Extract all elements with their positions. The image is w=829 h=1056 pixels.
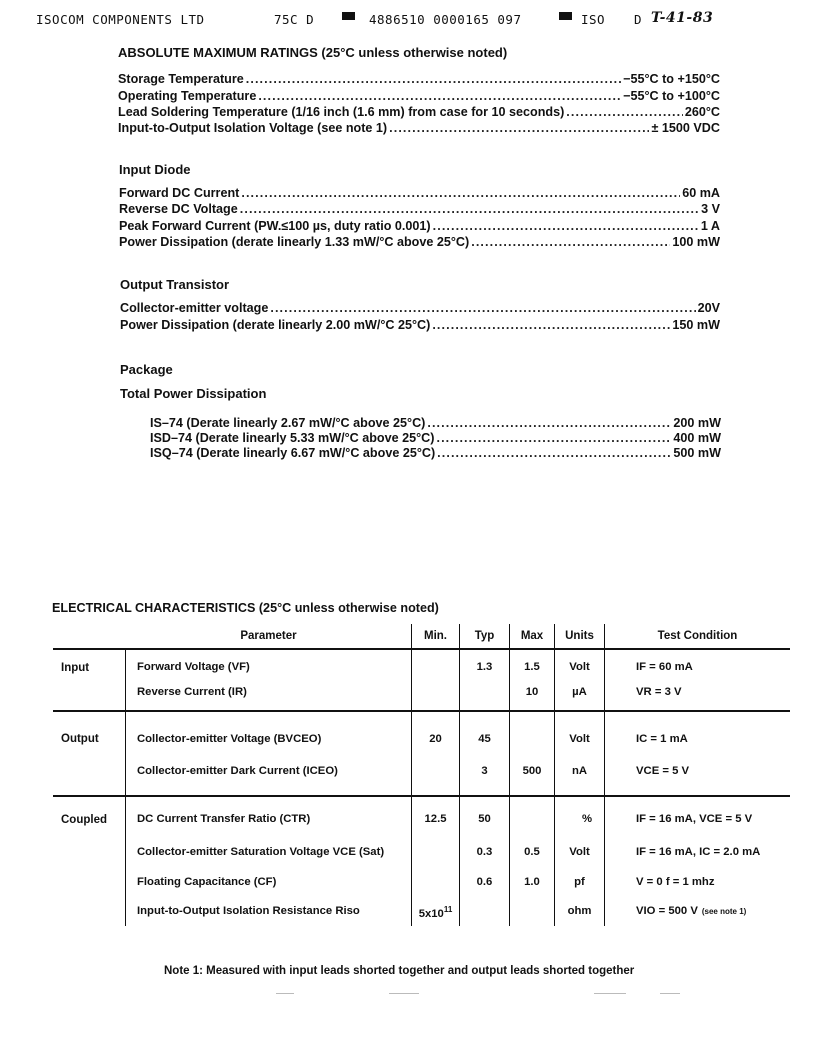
cell-units: Volt	[569, 733, 590, 745]
group-input: Input	[61, 662, 90, 674]
scan-mark	[594, 993, 626, 994]
header-min: Min.	[424, 630, 447, 642]
cell-param: Forward Voltage (VF)	[137, 661, 250, 673]
output-transistor-title: Output Transistor	[120, 277, 230, 292]
input-diode-row: Power Dissipation (derate linearly 1.33 mW/°C above 25°C) ..... 100 mW	[119, 235, 720, 249]
input-diode-row: Reverse DC Voltage ..... 3 V	[119, 202, 720, 216]
cell-typ: 50	[478, 813, 491, 825]
header-typ: Typ	[474, 630, 495, 642]
cell-param: Collector-emitter Saturation Voltage VCE (Sat)	[137, 846, 385, 858]
cell-param: Reverse Current (IR)	[137, 686, 247, 698]
cell-units: µA	[572, 686, 587, 698]
abs-max-row: Storage Temperature ..... −55°C to +150°C	[118, 72, 720, 86]
cell-cond: V = 0 f = 1 mhz	[636, 876, 715, 888]
cell-param: Collector-emitter Voltage (BVCEO)	[137, 733, 322, 745]
cell-param: Collector-emitter Dark Current (ICEO)	[137, 765, 338, 777]
cell-units: Volt	[569, 846, 590, 858]
exponent: 11	[443, 905, 453, 914]
cell-units: Volt	[569, 661, 590, 673]
table-rule	[604, 624, 605, 926]
header-max: Max	[520, 630, 544, 642]
cell-min: 20	[429, 733, 442, 745]
table-rule	[53, 795, 790, 797]
header-units: Units	[565, 630, 594, 642]
cell-typ: 0.3	[476, 846, 493, 858]
scan-mark	[660, 993, 680, 994]
cell-param: Input-to-Output Isolation Resistance Riso	[137, 905, 360, 917]
cell-min: 12.5	[424, 813, 447, 825]
abs-max-row: Input-to-Output Isolation Voltage (see note 1) ..... ± 1500 VDC	[118, 121, 720, 135]
table-rule	[53, 648, 790, 650]
scan-mark	[276, 993, 294, 994]
cell-min: $5x10^{11}$	[418, 905, 453, 920]
header-test-condition: Test Condition	[657, 630, 738, 642]
input-diode-title: Input Diode	[119, 162, 191, 177]
electrical-title: ELECTRICAL CHARACTERISTICS (25°C unless otherwise noted)	[52, 601, 439, 615]
group-coupled: Coupled	[61, 814, 107, 826]
cell-cond: IF = 16 mA, IC = 2.0 mA	[636, 846, 761, 858]
doc-code: 75C D	[274, 12, 315, 27]
output-transistor-row: Collector-emitter voltage ..... 20V	[120, 301, 720, 315]
input-diode-row: Peak Forward Current (PW.≤100 µs, duty ratio 0.001) ..... 1 A	[119, 219, 720, 233]
handwritten-ref: T-41-83	[651, 10, 714, 26]
cell-cond: IF = 60 mA	[636, 661, 693, 673]
cell-cond: VR = 3 V	[636, 686, 682, 698]
cell-units: nA	[571, 765, 588, 777]
doc-code-d: D	[634, 12, 643, 27]
cell-param: Floating Capacitance (CF)	[137, 876, 277, 888]
table-rule	[411, 624, 412, 926]
table-rule	[53, 710, 790, 712]
cell-max: 500	[522, 765, 542, 777]
package-row: IS–74 (Derate linearly 2.67 mW/°C above 25°C) ..... 200 mW	[150, 416, 721, 430]
output-transistor-row: Power Dissipation (derate linearly 2.00 mW/°C 25°C) ..... 150 mW	[120, 318, 720, 332]
company-name: ISOCOM COMPONENTS LTD	[36, 12, 205, 27]
scan-mark	[389, 993, 419, 994]
package-title: Package	[120, 362, 173, 377]
cell-typ: 3	[481, 765, 488, 777]
cell-cond: IC = 1 mA	[636, 733, 688, 745]
cond-note: (see note 1)	[701, 907, 747, 916]
cell-max: 1.5	[524, 661, 540, 673]
doc-code-iso: ISO	[581, 12, 606, 27]
cell-cond: VCE = 5 V	[636, 765, 690, 777]
table-rule	[125, 648, 126, 926]
cell-units: pf	[574, 876, 585, 888]
cell-max: 1.0	[524, 876, 540, 888]
footnote: Note 1: Measured with input leads shorted together and output leads shorted together	[164, 965, 635, 977]
header-parameter: Parameter	[240, 630, 297, 642]
cell-cond: VIO = 500 V (see note 1)	[636, 905, 747, 917]
cell-units: ohm	[567, 905, 592, 917]
cell-typ: 0.6	[476, 876, 493, 888]
package-row: ISQ–74 (Derate linearly 6.67 mW/°C above 25°C) ..... 500 mW	[150, 446, 721, 460]
cell-max: 10	[525, 686, 539, 698]
input-diode-row: Forward DC Current ..... 60 mA	[119, 186, 720, 200]
abs-max-row: Lead Soldering Temperature (1/16 inch (1.6 mm) from case for 10 seconds) ..... 260°C	[118, 105, 720, 119]
package-subtitle: Total Power Dissipation	[120, 386, 267, 401]
cell-typ: 45	[478, 733, 491, 745]
package-row: ISD–74 (Derate linearly 5.33 mW/°C above 25°C) ..... 400 mW	[150, 431, 721, 445]
cell-cond: IF = 16 mA, VCE = 5 V	[636, 813, 753, 825]
group-output: Output	[61, 733, 99, 745]
cell-typ: 1.3	[476, 661, 493, 673]
cell-max: 0.5	[524, 846, 540, 858]
abs-max-row: Operating Temperature ..... −55°C to +100°C	[118, 89, 720, 103]
doc-number: 4886510 0000165 097	[369, 12, 522, 27]
cell-units: %	[581, 813, 592, 825]
cell-param: DC Current Transfer Ratio (CTR)	[137, 813, 311, 825]
abs-max-title: ABSOLUTE MAXIMUM RATINGS (25°C unless otherwise noted)	[118, 45, 508, 60]
